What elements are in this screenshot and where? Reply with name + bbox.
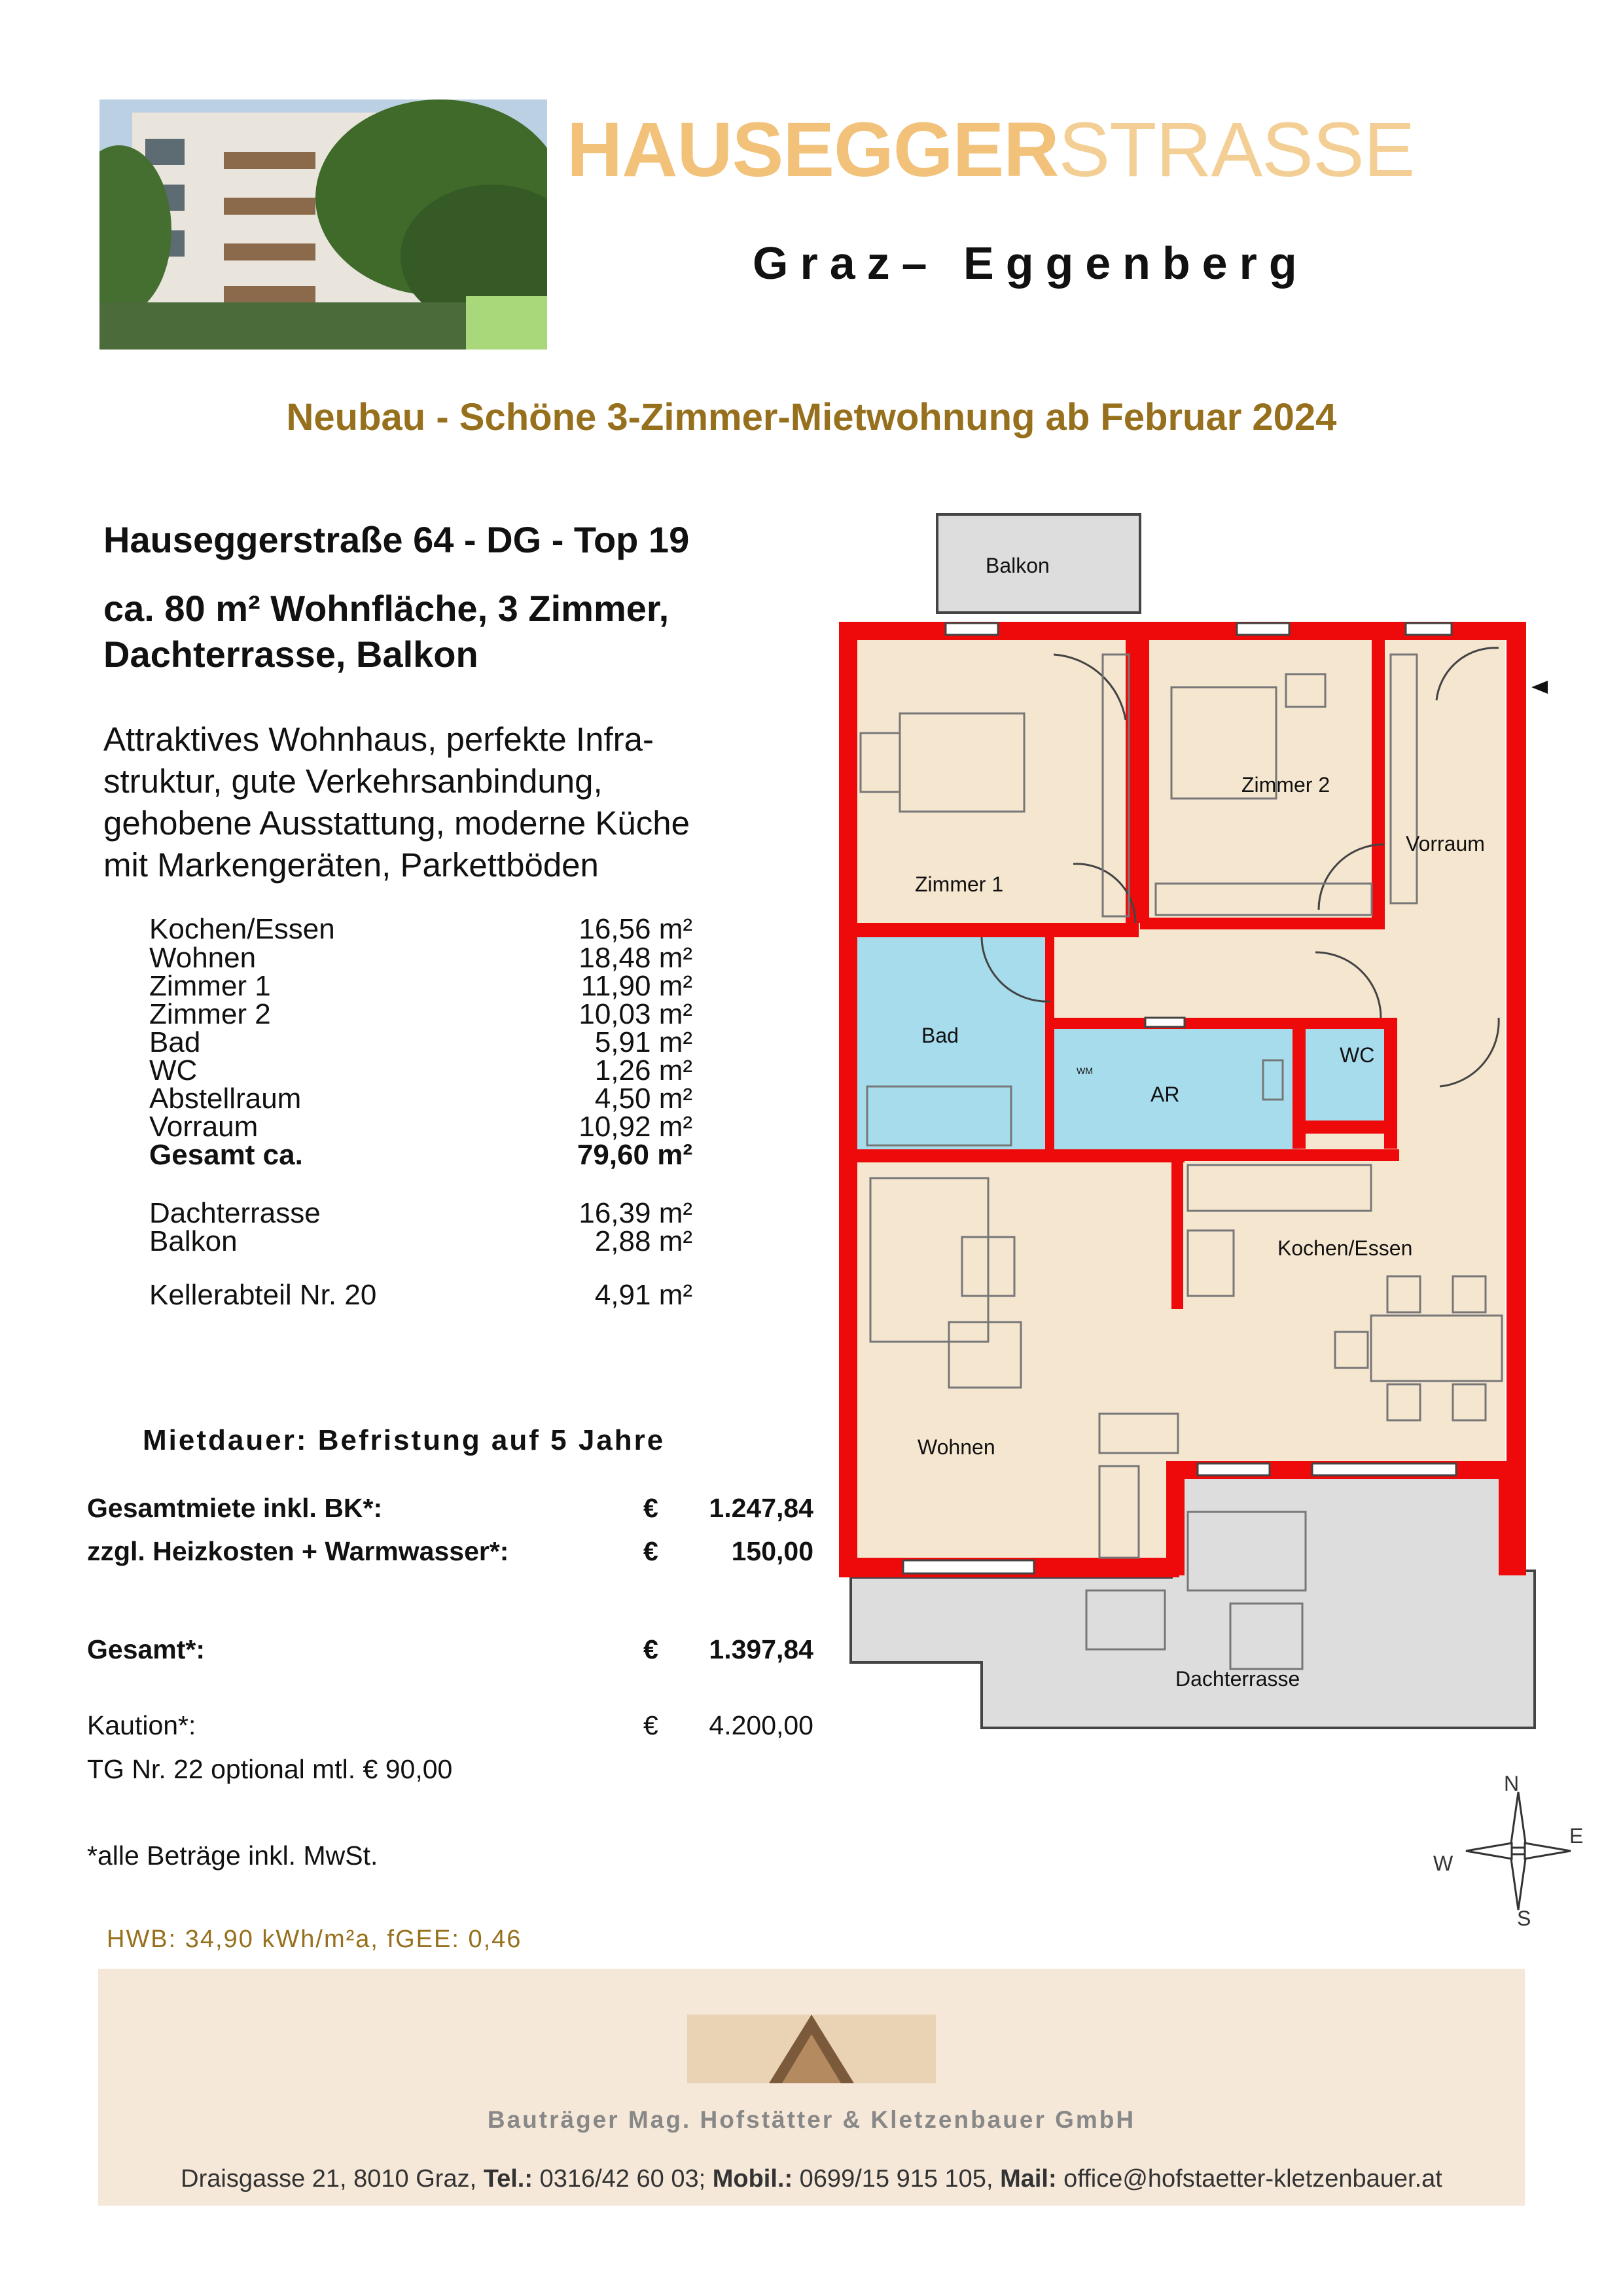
description [103, 719, 856, 886]
energy-rating: HWB: 34,90 kWh/m²a, fGEE: 0,46 [107, 1926, 522, 1953]
entrance-arrow-icon [1531, 681, 1548, 694]
zimmer1-label: Zimmer 1 [915, 872, 1004, 896]
headline: Neubau - Schöne 3-Zimmer-Mietwohnung ab Februar 2024 [286, 396, 1337, 439]
currency-sign: € [643, 1710, 658, 1740]
rental-duration: Mietdauer: Befristung auf 5 Jahre [143, 1424, 666, 1456]
area-value: 16,39 m² [579, 1197, 692, 1229]
floor-plan [831, 508, 1558, 1751]
mail-value[interactable]: office@hofstaetter-kletzenbauer.at [1056, 2165, 1442, 2193]
area-label: Kellerabteil Nr. 20 [149, 1279, 377, 1311]
logo-bold: HAUSEGGER [567, 107, 1059, 193]
area-label: Zimmer 2 [149, 998, 271, 1030]
price-label: Gesamt*: [87, 1634, 205, 1664]
area-label: Zimmer 1 [149, 970, 271, 1002]
kochen-label: Kochen/Essen [1277, 1236, 1413, 1260]
size-summary [103, 586, 823, 677]
area-value: 18,48 m² [579, 942, 692, 974]
project-logo [567, 107, 1415, 193]
zimmer2-label: Zimmer 2 [1241, 773, 1330, 797]
size-line-2: Dachterrasse, Balkon [103, 634, 478, 675]
compass-rose-icon [1433, 1772, 1584, 1936]
building-photo [99, 99, 547, 350]
area-value: 5,91 m² [594, 1026, 692, 1058]
mobil-value: 0699/15 915 105, [793, 2165, 1001, 2193]
wm-label: WM [1077, 1066, 1093, 1076]
area-label: Bad [149, 1026, 201, 1058]
logo-light: STRASSE [1058, 107, 1415, 193]
tel-value: 0316/42 60 03; [533, 2165, 713, 2193]
area-value: 16,56 m² [579, 913, 692, 945]
vat-note: *alle Beträge inkl. MwSt. [87, 1840, 378, 1871]
balkon-label: Balkon [986, 554, 1050, 577]
tel-label: Tel.: [483, 2165, 533, 2193]
area-label: Balkon [149, 1225, 238, 1257]
area-value: 79,60 m² [577, 1139, 692, 1171]
area-value: 10,03 m² [579, 998, 692, 1030]
area-value: 4,50 m² [594, 1083, 692, 1115]
location-title: Graz– Eggenberg [753, 238, 1309, 289]
contact-address: Draisgasse 21, 8010 Graz, [181, 2165, 484, 2193]
price-label: Kaution*: [87, 1710, 196, 1740]
footer [98, 1969, 1525, 2206]
ar-label: AR [1150, 1083, 1180, 1106]
compass-w: W [1433, 1852, 1454, 1875]
wc-label: WC [1340, 1043, 1375, 1067]
price-amount: 1.247,84 [709, 1493, 813, 1523]
area-label: Vorraum [149, 1111, 259, 1143]
company-logo-icon [687, 2008, 936, 2100]
area-value: 4,91 m² [594, 1279, 692, 1311]
price-amount: 150,00 [731, 1536, 813, 1566]
area-value: 1,26 m² [594, 1054, 692, 1086]
dachterrasse-label: Dachterrasse [1175, 1667, 1300, 1691]
area-value: 11,90 m² [580, 970, 692, 1002]
price-label: Gesamtmiete inkl. BK*: [87, 1493, 383, 1523]
company-contact [98, 2165, 1525, 2193]
garage-option: TG Nr. 22 optional mtl. € 90,00 [87, 1754, 453, 1784]
compass-s: S [1517, 1907, 1531, 1930]
area-label: Abstellraum [149, 1083, 302, 1115]
description-line: gehobene Ausstattung, moderne Küche [103, 804, 690, 842]
wohnen-label: Wohnen [918, 1435, 995, 1459]
area-label: Wohnen [149, 942, 257, 974]
description-line: struktur, gute Verkehrsanbindung, [103, 762, 603, 800]
mobil-label: Mobil.: [712, 2165, 793, 2193]
price-label: zzgl. Heizkosten + Warmwasser*: [87, 1536, 509, 1566]
description-line: mit Markengeräten, Parkettböden [103, 846, 599, 884]
price-amount: 1.397,84 [709, 1634, 813, 1664]
compass-n: N [1504, 1772, 1520, 1795]
currency-sign: € [643, 1536, 658, 1566]
area-label: Dachterrasse [149, 1197, 321, 1229]
area-value: 10,92 m² [579, 1111, 692, 1143]
area-label: Kochen/Essen [149, 913, 335, 945]
area-label: Gesamt ca. [149, 1139, 303, 1171]
address-heading: Hauseggerstraße 64 - DG - Top 19 [103, 519, 690, 560]
area-label: WC [149, 1054, 198, 1086]
area-value: 2,88 m² [594, 1225, 692, 1257]
bad-label: Bad [921, 1024, 959, 1047]
description-line: Attraktives Wohnhaus, perfekte Infra- [103, 721, 654, 758]
currency-sign: € [643, 1634, 658, 1664]
price-amount: 4.200,00 [709, 1710, 813, 1740]
compass-e: E [1569, 1824, 1584, 1848]
size-line-1: ca. 80 m² Wohnfläche, 3 Zimmer, [103, 588, 669, 629]
currency-sign: € [643, 1493, 658, 1523]
mail-label: Mail: [1000, 2165, 1057, 2193]
vorraum-label: Vorraum [1406, 832, 1485, 855]
company-name: Bauträger Mag. Hofstätter & Kletzenbauer GmbH [487, 2106, 1136, 2133]
